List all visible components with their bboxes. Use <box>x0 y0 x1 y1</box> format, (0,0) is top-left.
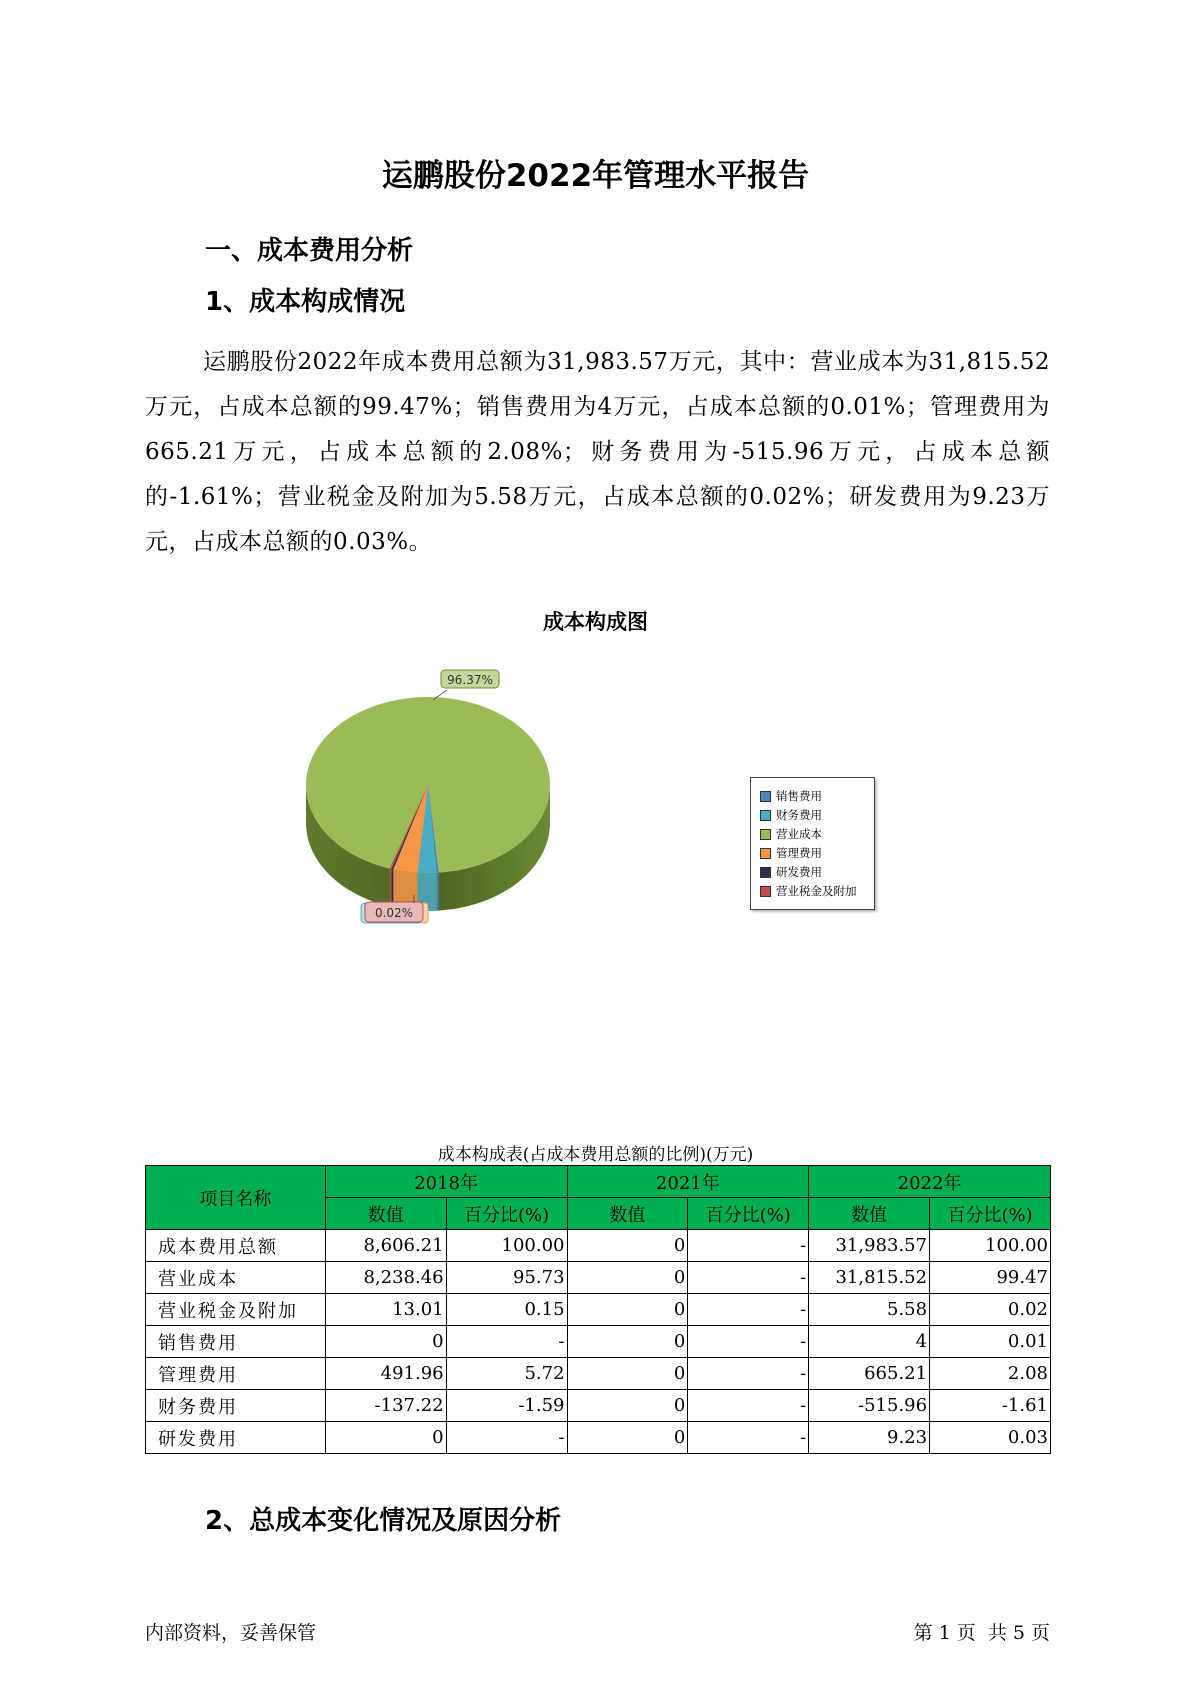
legend-item <box>760 845 822 861</box>
cell-2018-percent: 95.73 <box>446 1262 567 1294</box>
header-percent: 百分比(%) <box>446 1198 567 1230</box>
row-name: 管理费用 <box>146 1358 326 1390</box>
cell-2021-value: 0 <box>567 1422 688 1454</box>
cell-2022-value: 9.23 <box>809 1422 930 1454</box>
cell-2021-value: 0 <box>567 1230 688 1262</box>
legend-item <box>760 826 822 842</box>
cell-2022-percent: -1.61 <box>930 1390 1051 1422</box>
chart-legend <box>750 777 875 910</box>
cell-2018-percent: 0.15 <box>446 1294 567 1326</box>
subsection-heading-total-cost-change: 2、总成本变化情况及原因分析 <box>205 1506 562 1536</box>
cell-2021-percent: - <box>688 1294 809 1326</box>
table-caption: 成本构成表(占成本费用总额的比例)(万元) <box>437 1145 754 1165</box>
cell-2018-value: 8,606.21 <box>325 1230 446 1262</box>
table-row <box>146 1358 1051 1390</box>
legend-swatch <box>760 886 771 897</box>
legend-label: 营业成本 <box>776 827 822 841</box>
table-row <box>146 1422 1051 1454</box>
header-item-name: 项目名称 <box>146 1166 326 1230</box>
pie-slice-销售费用-side <box>437 873 439 911</box>
row-name: 研发费用 <box>146 1422 326 1454</box>
cell-2018-value: 13.01 <box>325 1294 446 1326</box>
cell-2018-value: 491.96 <box>325 1358 446 1390</box>
cell-2018-value: 0 <box>325 1422 446 1454</box>
table-row <box>146 1326 1051 1358</box>
cell-2022-percent: 2.08 <box>930 1358 1051 1390</box>
section-heading-cost-analysis: 一、成本费用分析 <box>205 236 414 266</box>
cell-2022-percent: 100.00 <box>930 1230 1051 1262</box>
header-value: 数值 <box>567 1198 688 1230</box>
legend-item <box>760 883 857 899</box>
cell-2022-value: 31,815.52 <box>809 1262 930 1294</box>
cell-2022-value: 665.21 <box>809 1358 930 1390</box>
document-title: 运鹏股份2022年管理水平报告 <box>381 158 810 194</box>
legend-label: 财务费用 <box>776 808 822 822</box>
legend-item <box>760 864 822 880</box>
cell-2022-percent: 99.47 <box>930 1262 1051 1294</box>
legend-swatch <box>760 810 771 821</box>
legend-item <box>760 807 822 823</box>
cell-2022-percent: 0.02 <box>930 1294 1051 1326</box>
legend-swatch <box>760 791 771 802</box>
cell-2021-value: 0 <box>567 1262 688 1294</box>
row-name: 销售费用 <box>146 1326 326 1358</box>
header-year-2018: 2018年 <box>325 1166 567 1198</box>
cell-2018-percent: -1.59 <box>446 1390 567 1422</box>
legend-item <box>760 788 822 804</box>
cell-2018-percent: - <box>446 1422 567 1454</box>
header-percent: 百分比(%) <box>930 1198 1051 1230</box>
legend-label: 销售费用 <box>776 789 822 803</box>
cell-2022-value: -515.96 <box>809 1390 930 1422</box>
cell-2018-percent: - <box>446 1326 567 1358</box>
chart-title: 成本构成图 <box>543 610 648 634</box>
cell-2021-value: 0 <box>567 1390 688 1422</box>
cell-2018-percent: 100.00 <box>446 1230 567 1262</box>
data-label-small: 0.02% <box>374 906 414 920</box>
cell-2021-percent: - <box>688 1390 809 1422</box>
cell-2022-value: 5.58 <box>809 1294 930 1326</box>
header-year-2022: 2022年 <box>809 1166 1051 1198</box>
footer-confidential-note: 内部资料，妥善保管 <box>145 1622 317 1644</box>
footer-page-number: 第 1 页 共 5 页 <box>913 1622 1050 1644</box>
legend-swatch <box>760 867 771 878</box>
subsection-heading-cost-composition: 1、成本构成情况 <box>205 287 406 317</box>
cell-2021-percent: - <box>688 1326 809 1358</box>
data-label-main: 96.37% <box>447 673 493 687</box>
cell-2018-percent: 5.72 <box>446 1358 567 1390</box>
cell-2021-percent: - <box>688 1262 809 1294</box>
cell-2021-value: 0 <box>567 1294 688 1326</box>
cell-2021-percent: - <box>688 1230 809 1262</box>
cell-2021-percent: - <box>688 1422 809 1454</box>
header-percent: 百分比(%) <box>688 1198 809 1230</box>
table-row <box>146 1230 1051 1262</box>
row-name: 成本费用总额 <box>146 1230 326 1262</box>
intro-paragraph: 运鹏股份2022年成本费用总额为31,983.57万元，其中：营业成本为31,815.52万元，占成本总额的99.47%；销售费用为4万元，占成本总额的0.01%；管理费用为665.21万元，占成本总额的2.08%；财务费用为-515.96万元，占成本总额的-1.61%；营业税金及附加为5.58万元，占成本总额的0.02%；研发费用为9.23万元，占成本总额的0.03%。 <box>145 349 1050 555</box>
cell-2018-value: 8,238.46 <box>325 1262 446 1294</box>
cell-2022-percent: 0.03 <box>930 1422 1051 1454</box>
table-row <box>146 1262 1051 1294</box>
row-name: 财务费用 <box>146 1390 326 1422</box>
header-year-2021: 2021年 <box>567 1166 809 1198</box>
legend-label: 管理费用 <box>776 846 822 860</box>
legend-label: 营业税金及附加 <box>776 884 857 898</box>
cell-2018-value: -137.22 <box>325 1390 446 1422</box>
table-row <box>146 1390 1051 1422</box>
cost-composition-table <box>145 1165 1051 1454</box>
legend-label: 研发费用 <box>776 865 822 879</box>
row-name: 营业税金及附加 <box>146 1294 326 1326</box>
cell-2018-value: 0 <box>325 1326 446 1358</box>
cell-2021-value: 0 <box>567 1358 688 1390</box>
cell-2022-value: 4 <box>809 1326 930 1358</box>
header-value: 数值 <box>325 1198 446 1230</box>
pie-slice-营业税金及附加-side <box>390 869 392 907</box>
cell-2022-value: 31,983.57 <box>809 1230 930 1262</box>
row-name: 营业成本 <box>146 1262 326 1294</box>
cell-2022-percent: 0.01 <box>930 1326 1051 1358</box>
table-row <box>146 1294 1051 1326</box>
legend-swatch <box>760 829 771 840</box>
cell-2021-value: 0 <box>567 1326 688 1358</box>
header-value: 数值 <box>809 1198 930 1230</box>
legend-swatch <box>760 848 771 859</box>
cell-2021-percent: - <box>688 1358 809 1390</box>
